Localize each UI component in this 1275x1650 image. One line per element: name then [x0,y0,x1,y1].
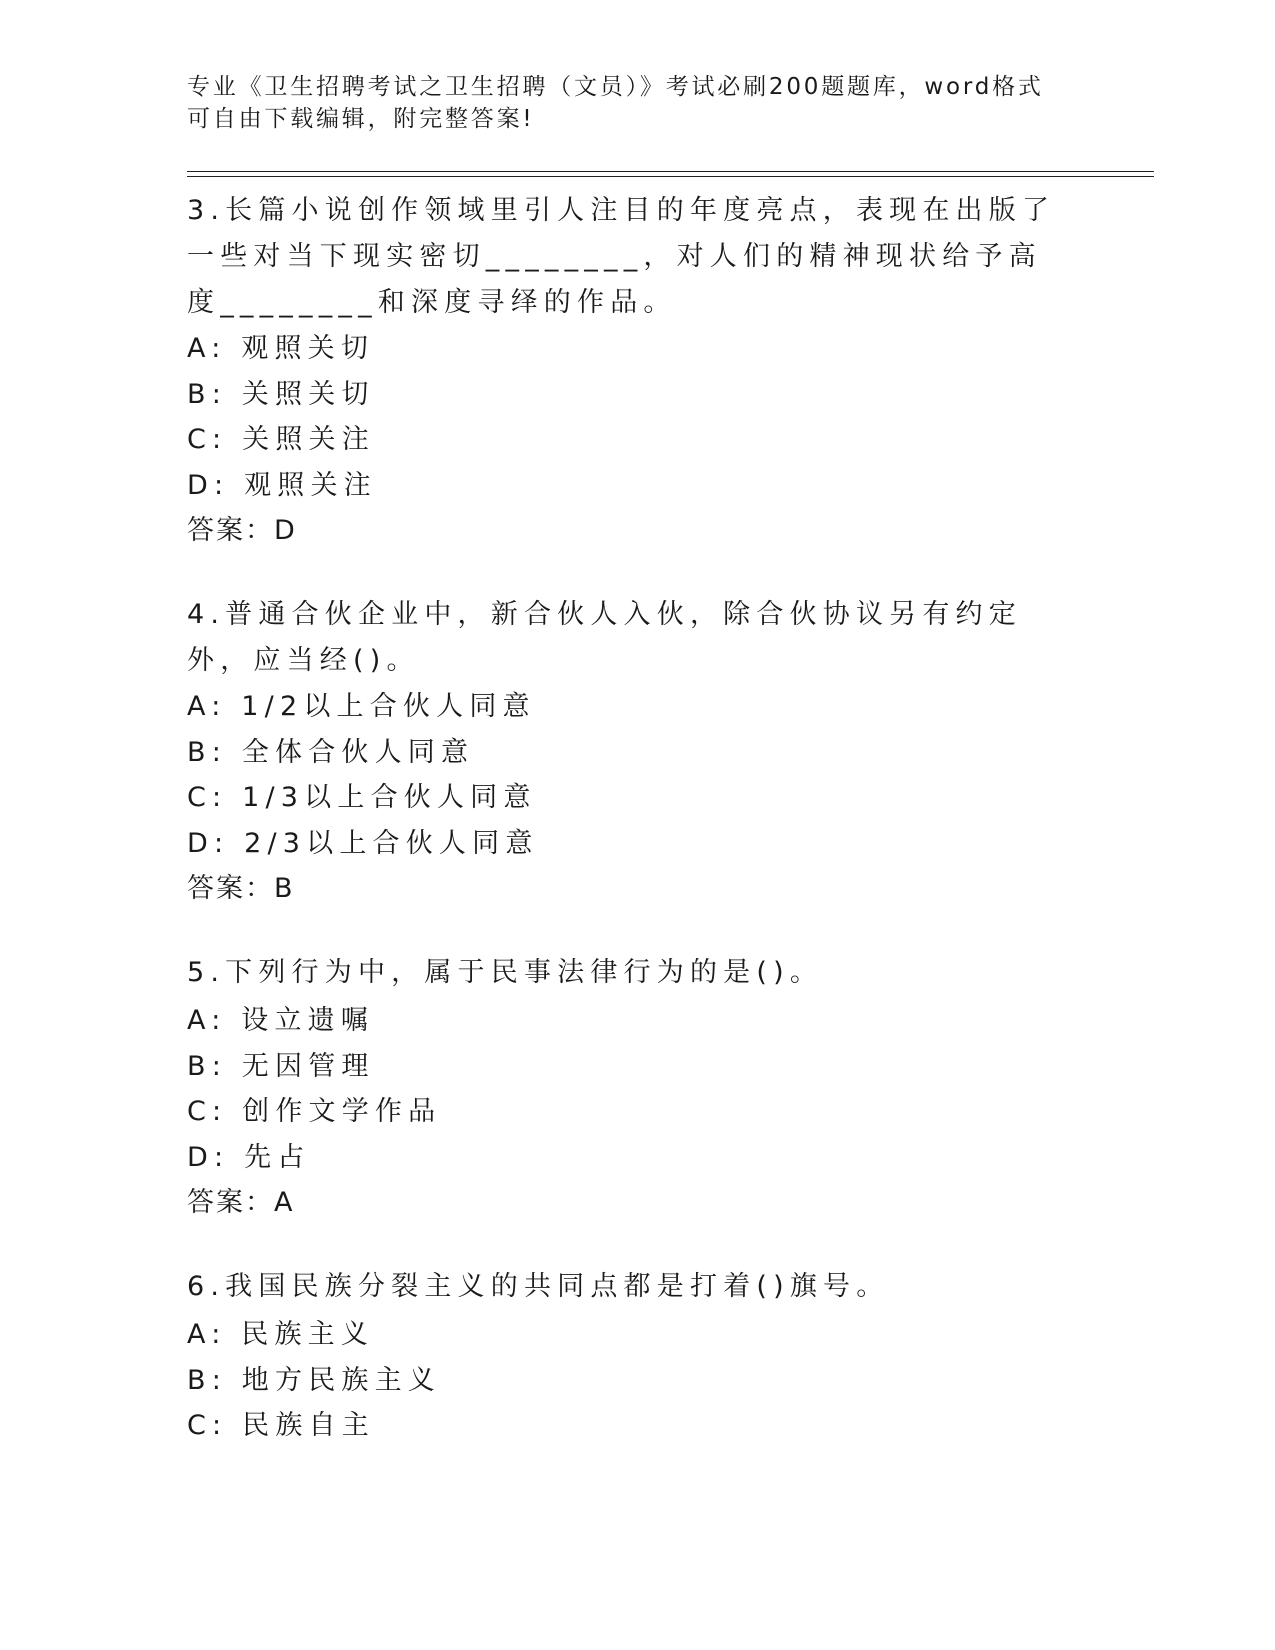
question-stem: 5.下列行为中，属于民事法律行为的是()。 [187,957,824,988]
question-stem: 3.长篇小说创作领域里引人注目的年度亮点，表现在出版了一些对当下现实密切________，对人们的精神现状给予高度________和深度寻绎的作品。 [187,195,1056,318]
divider-bottom [187,176,1154,177]
question-list [187,188,1067,1487]
divider-top [187,171,1154,172]
question-item [187,950,1067,1226]
option-a: A: 设立遗嘱 [187,1005,375,1036]
option-c: C: 关照关注 [187,424,375,455]
option-b: B: 关照关切 [187,378,375,410]
answer: 答案：D [187,515,297,546]
option-a: A: 1/2以上合伙人同意 [187,691,536,722]
question-item [187,1264,1067,1449]
option-b: B: 全体合伙人同意 [187,736,475,768]
option-c: C: 创作文学作品 [187,1096,442,1127]
question-item [187,592,1067,912]
option-a: A: 民族主义 [187,1319,375,1350]
option-a: A: 观照关切 [187,333,375,364]
option-c: C: 1/3以上合伙人同意 [187,782,537,813]
document-intro: 专业《卫生招聘考试之卫生招聘（文员）》考试必刷200题题库，word格式可自由下载编辑，附完整答案! [187,74,1044,132]
option-d: D: 先占 [187,1141,311,1173]
question-stem: 6.我国民族分裂主义的共同点都是打着()旗号。 [187,1271,890,1302]
option-b: B: 无因管理 [187,1050,375,1082]
question-item [187,188,1067,554]
option-d: D: 观照关注 [187,469,377,501]
option-d: D: 2/3以上合伙人同意 [187,827,539,859]
option-b: B: 地方民族主义 [187,1364,442,1396]
option-c: C: 民族自主 [187,1410,375,1441]
answer: 答案：A [187,1187,295,1218]
question-stem: 4.普通合伙企业中，新合伙人入伙，除合伙协议另有约定外，应当经()。 [187,599,1022,676]
answer: 答案：B [187,873,295,904]
